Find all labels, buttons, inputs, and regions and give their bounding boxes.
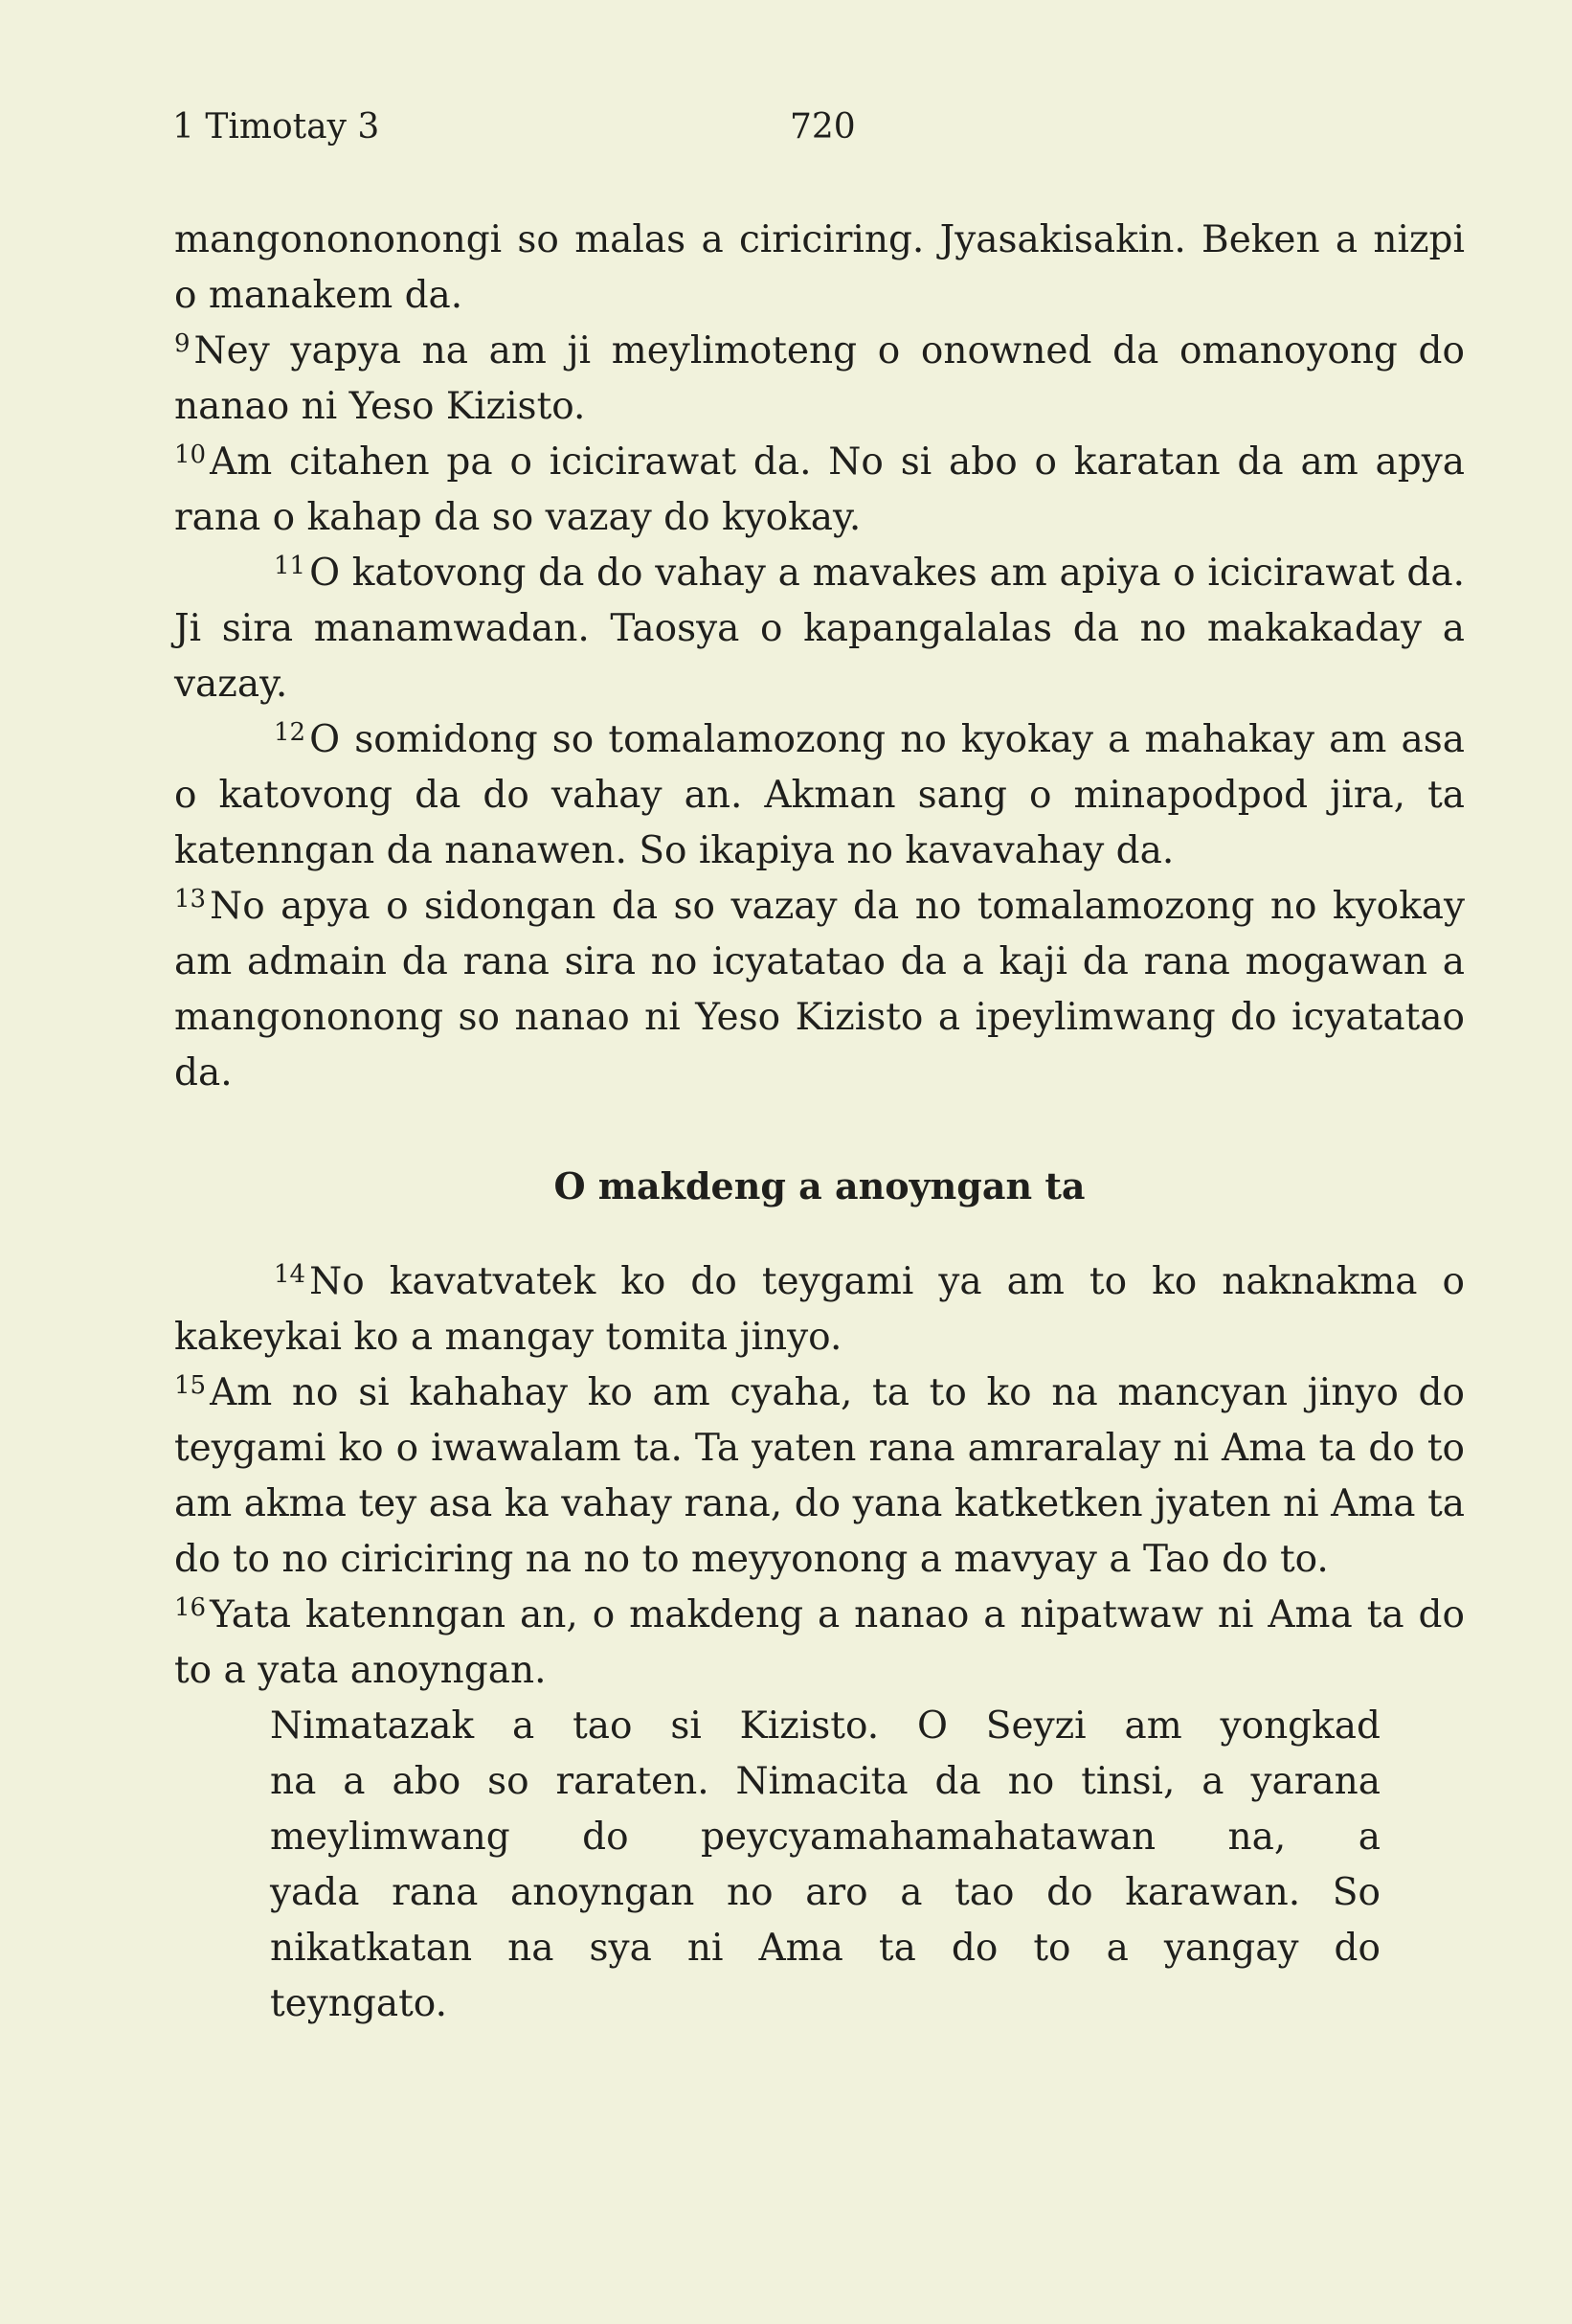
section-heading: O makdeng a anoyngan ta xyxy=(553,1164,1086,1207)
verse-text: mangonononongi so malas a ciriciring. Jyasakisakin. Beken a nizpi o manakem da. xyxy=(174,218,1465,317)
verse-text: Am citahen pa o icicirawat da. No si abo o karatan da am apya rana o kahap da so vazay do kyokay. xyxy=(174,440,1465,539)
poem-line: nikatkatan na sya ni Ama ta do to a yangay do xyxy=(270,1927,1381,1970)
poem-line: na a abo so raraten. Nimacita da no tinsi, a yarana xyxy=(270,1760,1381,1803)
verse-text: Am no si kahahay ko am cyaha, ta to ko na mancyan jinyo do teygami ko o iwawalam ta. Ta yaten rana amraralay ni Ama ta do to am akma tey asa ka vahay rana, do yana katketken jyaten ni Ama ta do to no ciriciring na no to meyyonong a mavyay a Tao do to. xyxy=(174,1371,1465,1581)
verse xyxy=(174,1365,1465,1588)
verse-number: 15 xyxy=(174,1371,207,1400)
verse xyxy=(174,879,1465,1101)
verse xyxy=(174,546,1465,712)
poem-line: meylimwang do peycyamahamahatawan na, a xyxy=(270,1816,1381,1859)
verse-number: 14 xyxy=(274,1260,306,1289)
verse xyxy=(174,1588,1465,1699)
verse xyxy=(174,712,1465,879)
running-title: 1 Timotay 3 xyxy=(172,107,380,147)
poem-line: Nimatazak a tao si Kizisto. O Seyzi am yongkad xyxy=(270,1704,1381,1748)
poem-line: yada rana anoyngan no aro a tao do karawan. So xyxy=(270,1871,1381,1914)
poem-block xyxy=(174,1699,1381,2032)
verse-text: O somidong so tomalamozong no kyokay a mahakay am asa o katovong da do vahay an. Akman sang o minapodpod jira, ta katenngan da nanawen. So ikapiya no kavavahay da. xyxy=(174,718,1465,872)
verse-text: Yata katenngan an, o makdeng a nanao a nipatwaw ni Ama ta do to a yata anoyngan. xyxy=(174,1593,1465,1692)
verses-after-heading xyxy=(174,1254,1465,1699)
poem-line: teyngato. xyxy=(270,1982,447,2025)
verse-number: 9 xyxy=(174,329,191,358)
verse-number: 10 xyxy=(174,440,207,469)
verse-number: 16 xyxy=(174,1593,207,1622)
verse xyxy=(174,324,1465,435)
verse-text: Ney yapya na am ji meylimoteng o onowned da omanoyong do nanao ni Yeso Kizisto. xyxy=(174,329,1465,428)
page-number: 720 xyxy=(790,107,856,147)
verse xyxy=(174,435,1465,546)
verse-number: 13 xyxy=(174,885,207,914)
verse-text: O katovong da do vahay a mavakes am apiya o icicirawat da. Ji sira manamwadan. Taosya o kapangalalas da no makakaday a vazay. xyxy=(174,552,1465,706)
verses-before-heading xyxy=(174,213,1465,1101)
verse-number: 11 xyxy=(274,552,306,580)
verse-number: 12 xyxy=(274,718,306,747)
verse xyxy=(174,1254,1465,1365)
page-header xyxy=(172,103,1455,151)
scripture-text xyxy=(174,213,1465,2032)
verse xyxy=(174,213,1465,324)
verse-text: No apya o sidongan da so vazay da no tomalamozong no kyokay am admain da rana sira no icyatatao da a kaji da rana mogawan a mangononong so nanao ni Yeso Kizisto a ipeylimwang do icyatatao da. xyxy=(174,885,1465,1094)
verse-text: No kavatvatek ko do teygami ya am to ko naknakma o kakeykai ko a mangay tomita jinyo. xyxy=(174,1260,1465,1359)
